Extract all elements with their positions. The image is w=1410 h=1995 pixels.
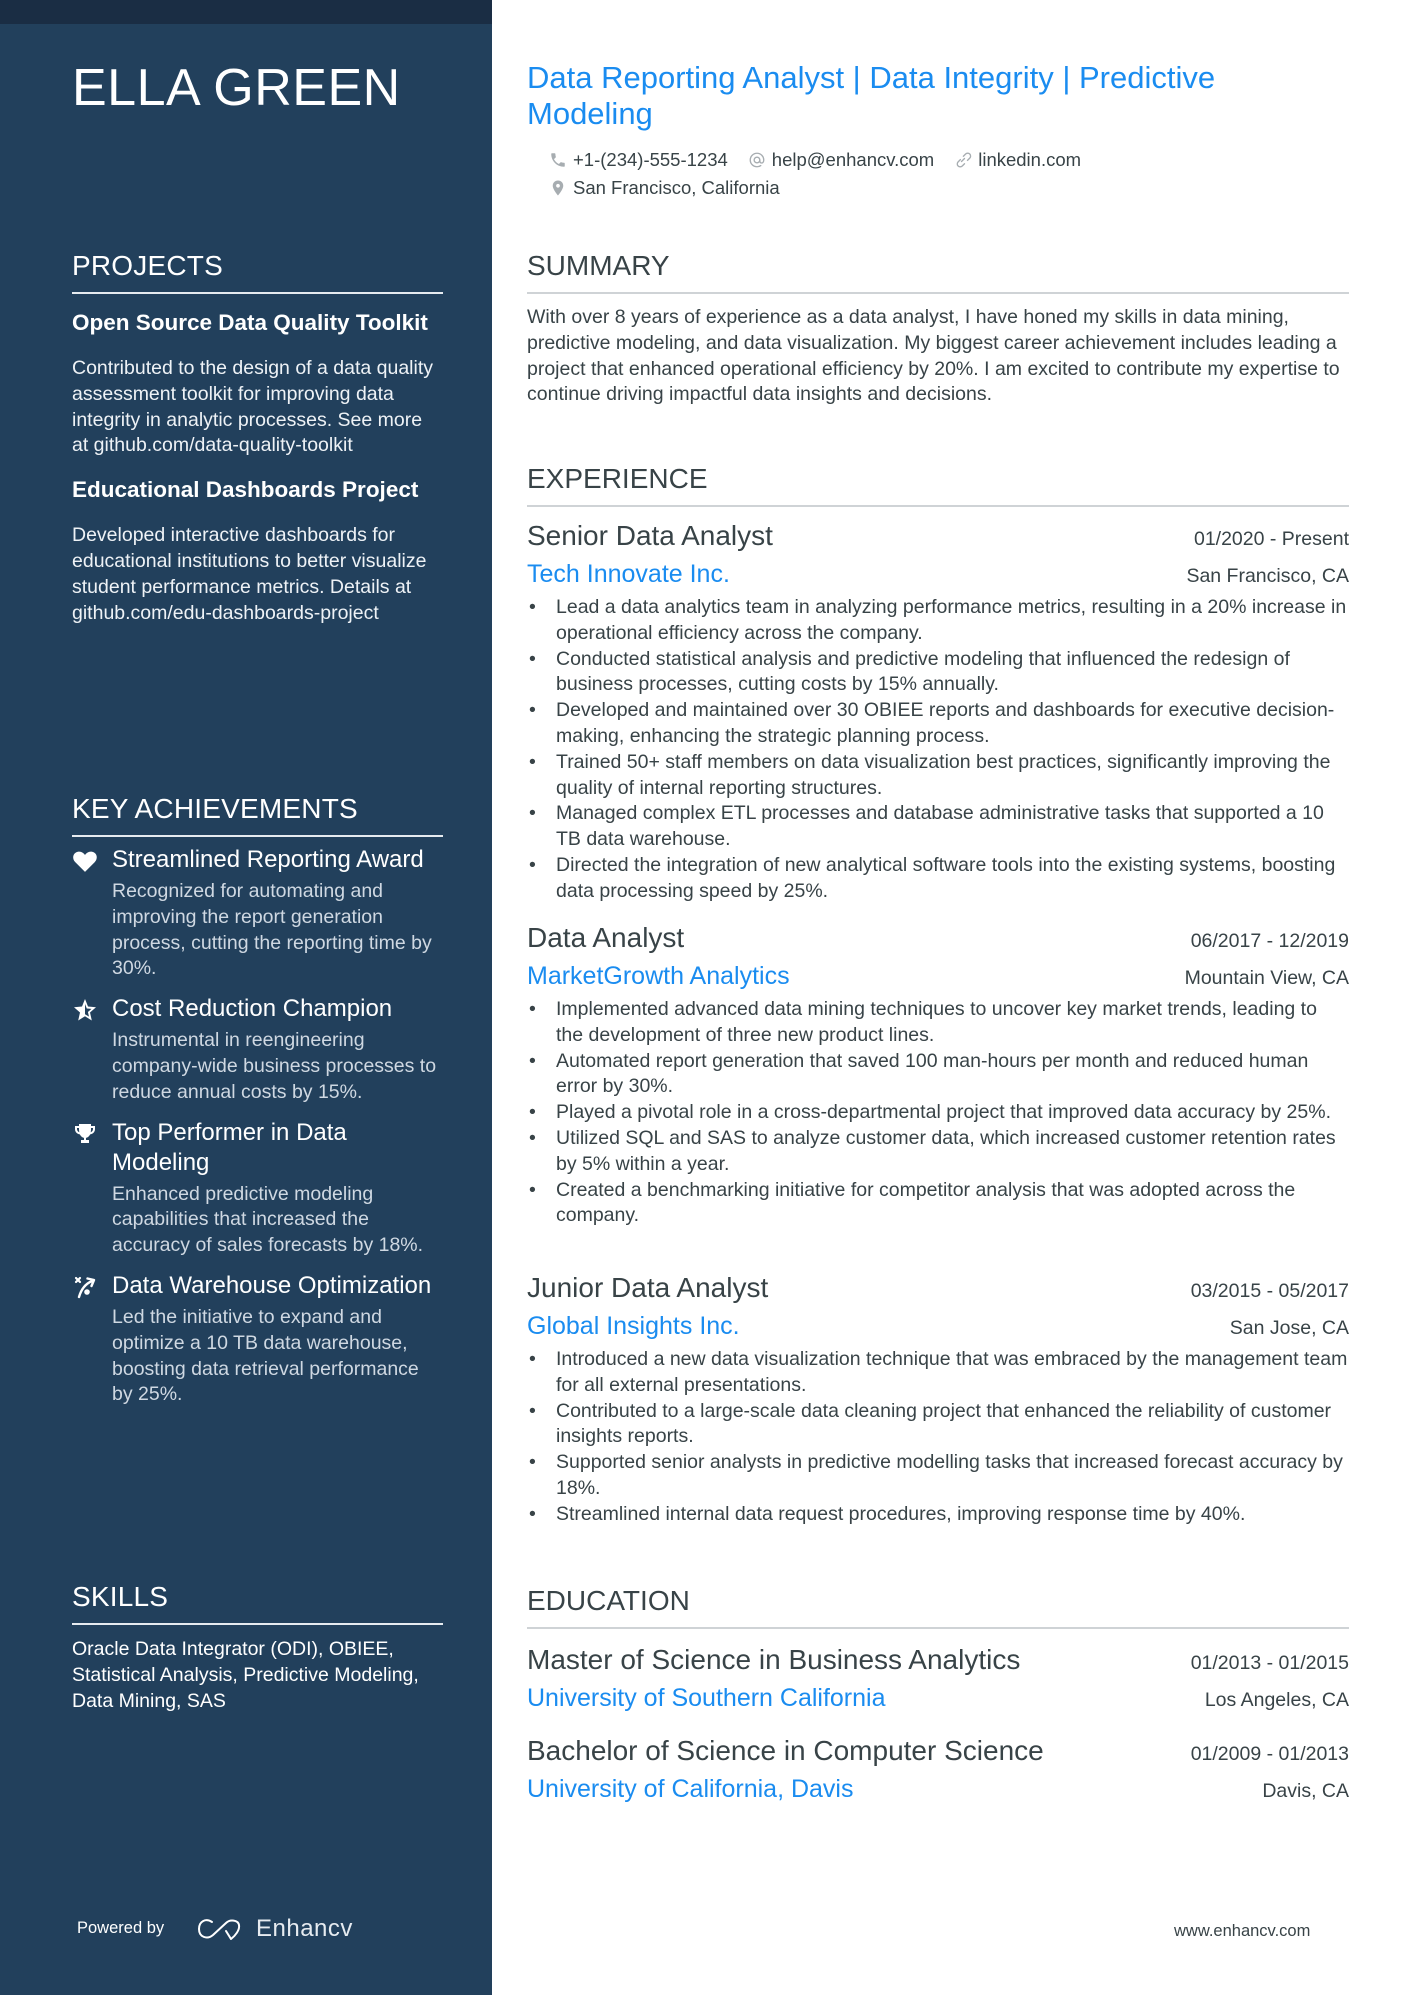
achievement-description: Led the initiative to expand and optimize a 10 TB data warehouse, boosting data retrieval performance by 25%. [112,1305,419,1406]
star-icon [72,998,98,1022]
achievement-item [72,1118,443,1259]
job-entry [527,520,1349,905]
achievement-title: Cost Reduction Champion [112,995,393,1023]
job-bullet: • Implemented advanced data mining techniques to uncover key market trends, leading to the development of three new product lines. [527,997,1349,1049]
phone-text: +1-(234)-555-1234 [573,149,728,170]
job-bullet: • Contributed to a large-scale data cleaning project that enhanced the reliability of customer insights reports. [527,1399,1349,1451]
achievement-item [72,845,443,982]
link-text: linkedin.com [978,149,1082,170]
contact-email[interactable] [748,149,934,171]
company-name: MarketGrowth Analytics [527,962,790,990]
project-title: Open Source Data Quality Toolkit [72,310,428,335]
project-description: Developed interactive dashboards for educational institutions to better visualize student performance metrics. Details at github.com/edu-dashboards-project [72,524,427,624]
job-dates: 06/2017 - 12/2019 [1190,930,1349,952]
company-name: Global Insights Inc. [527,1312,740,1340]
school-name: University of California, Davis [527,1775,854,1803]
degree-title: Bachelor of Science in Computer Science [527,1735,1044,1766]
sidebar [0,0,492,1995]
contact-row [549,149,1101,171]
job-bullet: • Utilized SQL and SAS to analyze customer data, which increased customer retention rates by 5% within a year. [527,1126,1349,1178]
link-icon [954,151,972,169]
projects-title: PROJECTS [72,250,443,294]
project-item [72,308,443,459]
degree-title: Master of Science in Business Analytics [527,1644,1021,1675]
headline: Data Reporting Analyst | Data Integrity | Predictive Modeling [527,60,1216,131]
project-title: Educational Dashboards Project [72,477,419,503]
job-location: San Jose, CA [1229,1317,1349,1339]
job-bullet: • Created a benchmarking initiative for competitor analysis that was adopted across the company. [527,1178,1349,1230]
achievements-title: KEY ACHIEVEMENTS [72,793,443,837]
education-title: EDUCATION [527,1585,1349,1629]
experience-title: EXPERIENCE [527,463,1349,507]
education-entry [527,1644,1349,1713]
projects-section [72,250,443,626]
job-title: Senior Data Analyst [527,520,773,551]
education-entry [527,1735,1349,1804]
education-dates: 01/2009 - 01/2013 [1190,1743,1349,1765]
job-bullet: • Streamlined internal data request procedures, improving response time by 40%. [527,1502,1349,1528]
achievement-description: Instrumental in reengineering company-wide business processes to reduce annual costs by 15%. [112,1029,437,1103]
project-item [72,475,443,626]
job-bullet: • Managed complex ETL processes and database administrative tasks that supported a 10 TB data warehouse. [527,801,1349,853]
job-bullets [527,1347,1349,1528]
enhancv-logo-icon [196,1916,244,1942]
location-pin-icon [549,179,567,197]
achievement-item [72,1271,443,1408]
achievements-section [72,793,443,1408]
contact-link[interactable] [954,149,1081,171]
company-name: Tech Innovate Inc. [527,560,730,588]
job-bullet: • Developed and maintained over 30 OBIEE reports and dashboards for executive decision-making, enhancing the strategic planning process. [527,698,1349,750]
job-bullet: • Introduced a new data visualization technique that was embraced by the management team for all external presentations. [527,1347,1349,1399]
strategy-icon [72,1275,98,1299]
heart-icon [72,849,98,873]
job-bullet: • Trained 50+ staff members on data visualization best practices, significantly improving the quality of internal reporting structures. [527,750,1349,802]
enhancv-brand-text: Enhancv [256,1915,353,1942]
job-bullet: • Lead a data analytics team in analyzing performance metrics, resulting in a 20% increase in operational efficiency across the company. [527,595,1349,647]
school-location: Los Angeles, CA [1204,1689,1349,1711]
school-name: University of Southern California [527,1684,886,1712]
job-bullets [527,595,1349,905]
job-location: San Francisco, CA [1186,565,1349,587]
at-icon [748,151,766,169]
trophy-icon [72,1122,98,1146]
powered-by-label: Powered by [77,1919,165,1937]
job-dates: 01/2020 - Present [1193,528,1349,550]
contact-location [549,177,780,199]
job-entry [527,922,1349,1229]
project-description: Contributed to the design of a data quality assessment toolkit for improving data integrity in analytic processes. See more at github.com/data-quality-toolkit [72,357,433,457]
enhancv-logo[interactable] [196,1915,353,1943]
sidebar-top-band [0,0,492,24]
contact-phone[interactable] [549,149,728,171]
achievement-description: Recognized for automating and improving the report generation process, cutting the reporting time by 30%. [112,880,432,980]
job-bullet: • Supported senior analysts in predictive modelling tasks that increased forecast accuracy by 18%. [527,1450,1349,1502]
job-bullet: • Played a pivotal role in a cross-departmental project that improved data accuracy by 25%. [527,1100,1349,1126]
skills-title: SKILLS [72,1581,443,1625]
job-bullet: • Automated report generation that saved 100 man-hours per month and reduced human error by 30%. [527,1049,1349,1101]
achievement-title: Top Performer in Data Modeling [112,1118,347,1176]
job-location: Mountain View, CA [1184,967,1349,989]
candidate-name: ELLA GREEN [72,59,401,117]
job-bullet: • Directed the integration of new analytical software tools into the existing systems, boosting data processing speed by 25%. [527,853,1349,905]
achievement-item [72,994,443,1105]
achievement-title: Data Warehouse Optimization [112,1271,432,1299]
education-dates: 01/2013 - 01/2015 [1190,1652,1349,1674]
summary-title: SUMMARY [527,250,1349,294]
school-location: Davis, CA [1262,1780,1349,1802]
skills-list: Oracle Data Integrator (ODI), OBIEE, Statistical Analysis, Predictive Modeling, Data Mining, SAS [72,1638,419,1712]
phone-icon [549,151,567,169]
website-link[interactable]: www.enhancv.com [1174,1922,1311,1940]
job-title: Junior Data Analyst [527,1272,769,1303]
skills-section [72,1581,443,1714]
achievement-title: Streamlined Reporting Award [112,846,424,873]
achievement-description: Enhanced predictive modeling capabilities that increased the accuracy of sales forecasts by 18%. [112,1182,424,1257]
job-bullets [527,997,1349,1229]
summary-text: With over 8 years of experience as a data analyst, I have honed my skills in data mining, predictive modeling, and data visualization. My biggest career achievement includes leading a project that enhanced operational efficiency by 20%. I am excited to contribute my expertise to continue driving impactful data insights and decisions. [527,306,1340,406]
location-text: San Francisco, California [573,177,780,198]
job-bullet: • Conducted statistical analysis and predictive modeling that influenced the redesign of business processes, cutting costs by 15% annually. [527,647,1349,699]
job-title: Data Analyst [527,922,685,953]
email-text: help@enhancv.com [771,149,935,170]
contact-row-location [549,177,800,199]
job-dates: 03/2015 - 05/2017 [1190,1280,1349,1302]
job-entry [527,1272,1349,1528]
